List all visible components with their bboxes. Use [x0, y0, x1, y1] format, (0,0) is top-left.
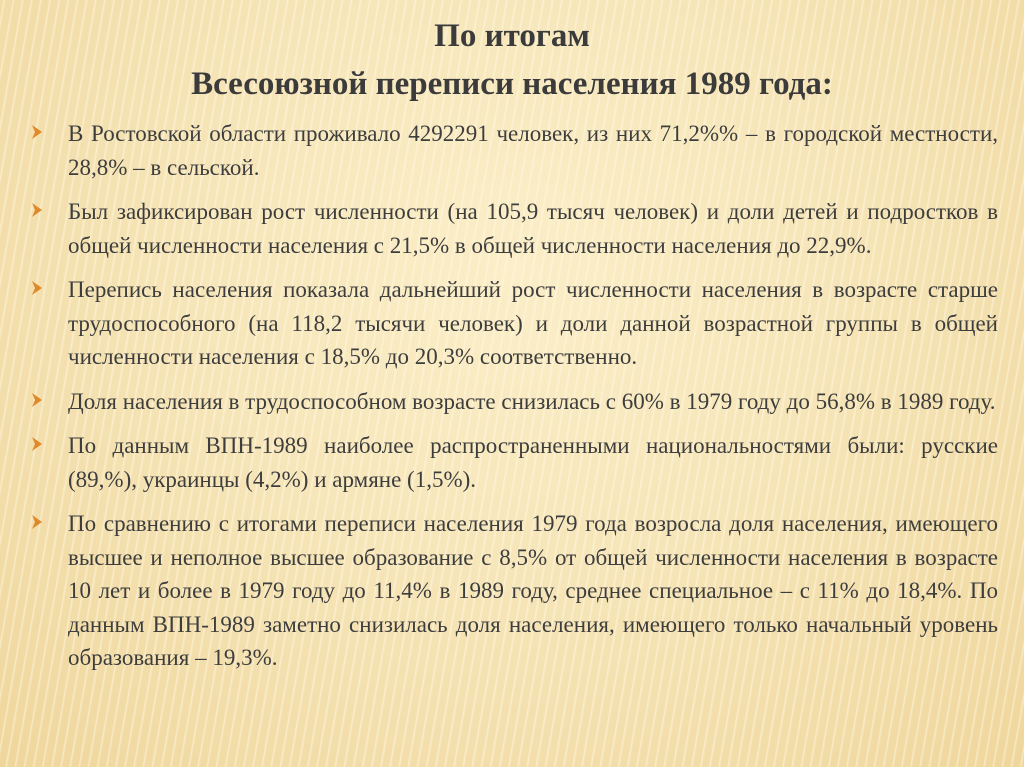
- bullet-text: Доля населения в трудоспособном возрасте снизилась с 60% в 1979 году до 56,8% в 1989 году.: [68, 388, 996, 414]
- list-item: [30, 273, 998, 374]
- slide-title-line-2: Всесоюзной переписи населения 1989 года:: [191, 66, 833, 102]
- arrow-bullet-icon: [30, 514, 44, 530]
- arrow-bullet-icon: [30, 124, 44, 140]
- bullet-list: [30, 117, 998, 686]
- bullet-text: Был зафиксирован рост численности (на 105,9 тысяч человек) и доли детей и подростков в общей численности населения с 21,5% в общей численности населения до 22,9%.: [68, 199, 998, 258]
- list-item: [30, 429, 998, 496]
- slide-title: [0, 12, 1024, 108]
- bullet-text: По данным ВПН-1989 наиболее распространенными национальностями были: русские (89,%), украинцы (4,2%) и армяне (1,5%).: [68, 433, 998, 492]
- arrow-bullet-icon: [30, 436, 44, 452]
- list-item: [30, 117, 998, 184]
- arrow-bullet-icon: [30, 202, 44, 218]
- bullet-text: По сравнению с итогами переписи населения 1979 года возросла доля населения, имеющего высшее и неполное высшее образование с 8,5% от общей численности населения в возрасте 10 лет и более в 1979 году до 11,4% в 1989 году, среднее специальное – с 11% до 18,4%. По данным ВПН-1989 заметно снизилась доля населения, имеющего только начальный уровень образования – 19,3%.: [68, 511, 998, 670]
- bullet-text: В Ростовской области проживало 4292291 человек, из них 71,2%% – в городской местности, 28,8% – в сельской.: [68, 121, 998, 180]
- list-item: [30, 507, 998, 675]
- arrow-bullet-icon: [30, 392, 44, 408]
- arrow-bullet-icon: [30, 280, 44, 296]
- list-item: [30, 195, 998, 262]
- bullet-text: Перепись населения показала дальнейший рост численности населения в возрасте старше трудоспособного (на 118,2 тысячи человек) и доли данной возрастной группы в общей численности населения с 18,5% до 20,3% соответственно.: [68, 277, 998, 369]
- slide-title-line-1: По итогам: [434, 18, 590, 54]
- list-item: [30, 385, 998, 419]
